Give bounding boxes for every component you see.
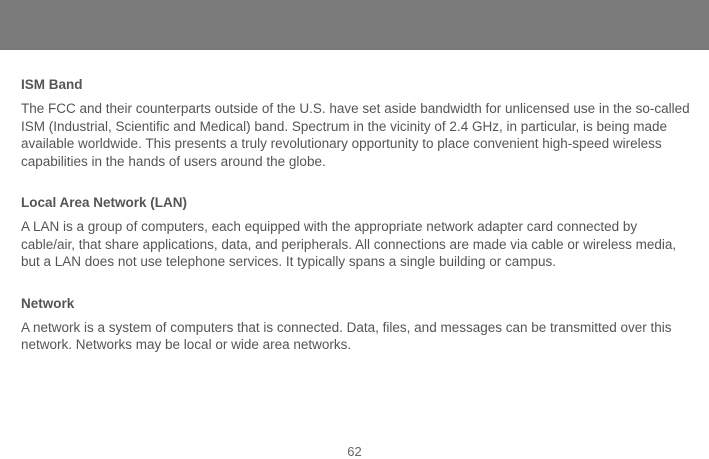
section-heading: Network xyxy=(21,295,75,311)
section-body: A LAN is a group of computers, each equipped with the appropriate network adapter card connected by cable/air, that share applications, data, and peripherals. All connections are made via cable or wireless media, but a LAN does not use telephone services. It typically spans a single building or campus. xyxy=(21,219,677,269)
section-lan xyxy=(21,194,691,271)
section-ism-band xyxy=(21,76,691,170)
document-content xyxy=(21,76,691,378)
section-heading: ISM Band xyxy=(21,77,83,92)
page-number: 62 xyxy=(347,444,362,459)
section-body: The FCC and their counterparts outside of the U.S. have set aside bandwidth for unlicensed use in the so-called ISM (Industrial, Scientific and Medical) band. Spectrum in the vicinity of 2.4 GHz, in particular, is being made available worldwide. This presents a truly revolutionary opportunity to place convenient high-speed wireless capabilities in the hands of users around the globe. xyxy=(21,101,690,169)
header-bar xyxy=(0,0,709,50)
section-body: A network is a system of computers that is connected. Data, files, and messages can be transmitted over this network. Networks may be local or wide area networks. xyxy=(21,319,672,352)
section-network xyxy=(21,295,691,354)
section-heading: Local Area Network (LAN) xyxy=(21,195,188,210)
